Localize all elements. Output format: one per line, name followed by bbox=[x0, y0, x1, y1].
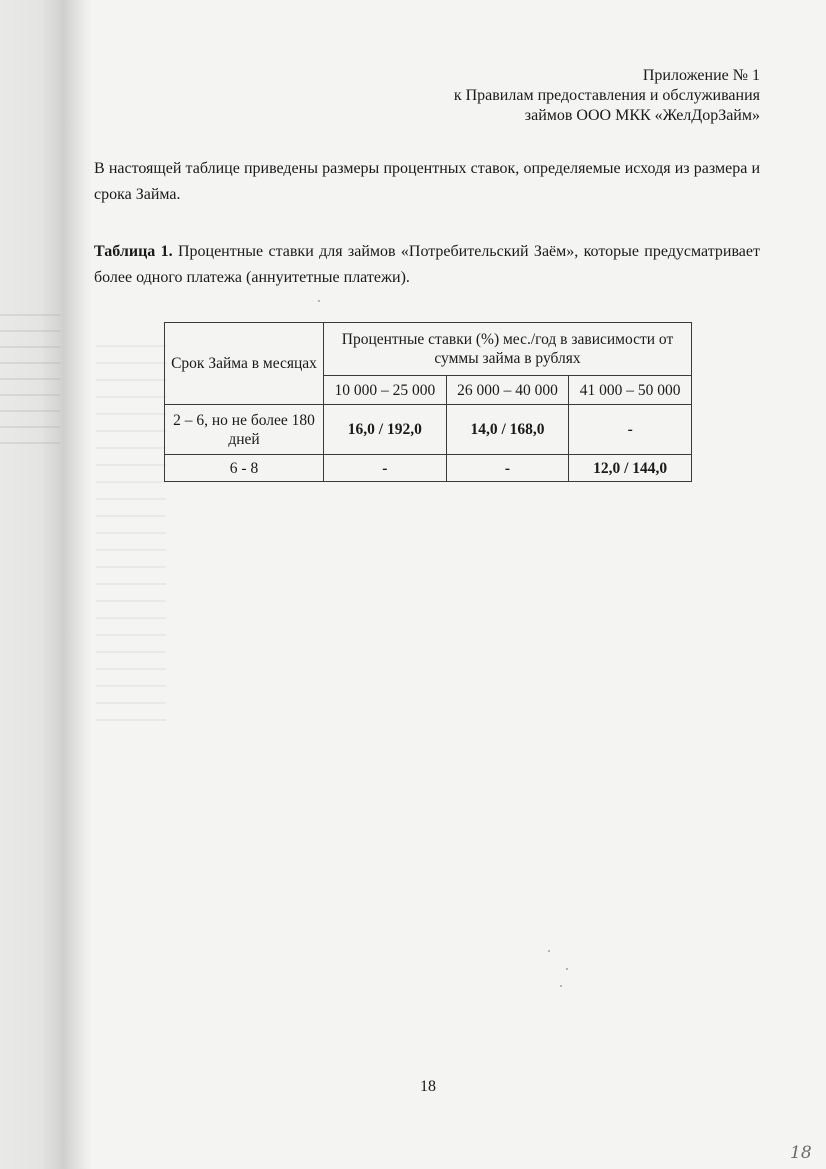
rate-cell: 12,0 / 144,0 bbox=[569, 455, 692, 482]
rate-cell: - bbox=[324, 455, 447, 482]
appendix-line-1: Приложение № 1 bbox=[642, 67, 760, 84]
binding-shadow bbox=[0, 0, 92, 1169]
term-cell: 2 – 6, но не более 180 дней bbox=[165, 405, 324, 455]
scan-speck bbox=[566, 968, 568, 970]
table-caption bbox=[94, 239, 760, 291]
rate-cell: 16,0 / 192,0 bbox=[324, 405, 447, 455]
appendix-line-2: к Правилам предоставления и обслуживания bbox=[453, 87, 760, 104]
amount-range-header: 10 000 – 25 000 bbox=[324, 376, 447, 405]
intro-paragraph: В настоящей таблице приведены размеры процентных ставок, определяемые исходя из размера и срока Займа. bbox=[94, 160, 760, 203]
rates-column-group-header: Процентные ставки (%) мес./год в зависимости от суммы займа в рублях bbox=[324, 323, 692, 376]
amount-range-header: 26 000 – 40 000 bbox=[446, 376, 569, 405]
bleed-through-faint bbox=[96, 330, 166, 730]
table-row bbox=[165, 455, 692, 482]
amount-range-header: 41 000 – 50 000 bbox=[569, 376, 692, 405]
table-caption-label: Таблица 1. bbox=[94, 243, 173, 260]
term-cell: 6 - 8 bbox=[165, 455, 324, 482]
bleed-through-left bbox=[0, 300, 60, 450]
scan-speck bbox=[560, 985, 562, 987]
handwritten-page-mark: 18 bbox=[790, 1143, 812, 1163]
term-column-header: Срок Займа в месяцах bbox=[165, 323, 324, 405]
appendix-line-3: займов ООО МКК «ЖелДорЗайм» bbox=[524, 107, 760, 124]
page-number: 18 bbox=[420, 1078, 436, 1095]
scan-speck bbox=[318, 300, 320, 302]
rate-cell: - bbox=[446, 455, 569, 482]
rate-cell: - bbox=[569, 405, 692, 455]
table-row bbox=[165, 405, 692, 455]
appendix-header bbox=[454, 66, 760, 126]
rate-cell: 14,0 / 168,0 bbox=[446, 405, 569, 455]
table-caption-text: Процентные ставки для займов «Потребительский Заём», которые предусматривает более одного платежа (аннуитетные платежи). bbox=[94, 243, 760, 286]
scan-speck bbox=[548, 950, 550, 952]
interest-rates-table bbox=[164, 322, 692, 482]
